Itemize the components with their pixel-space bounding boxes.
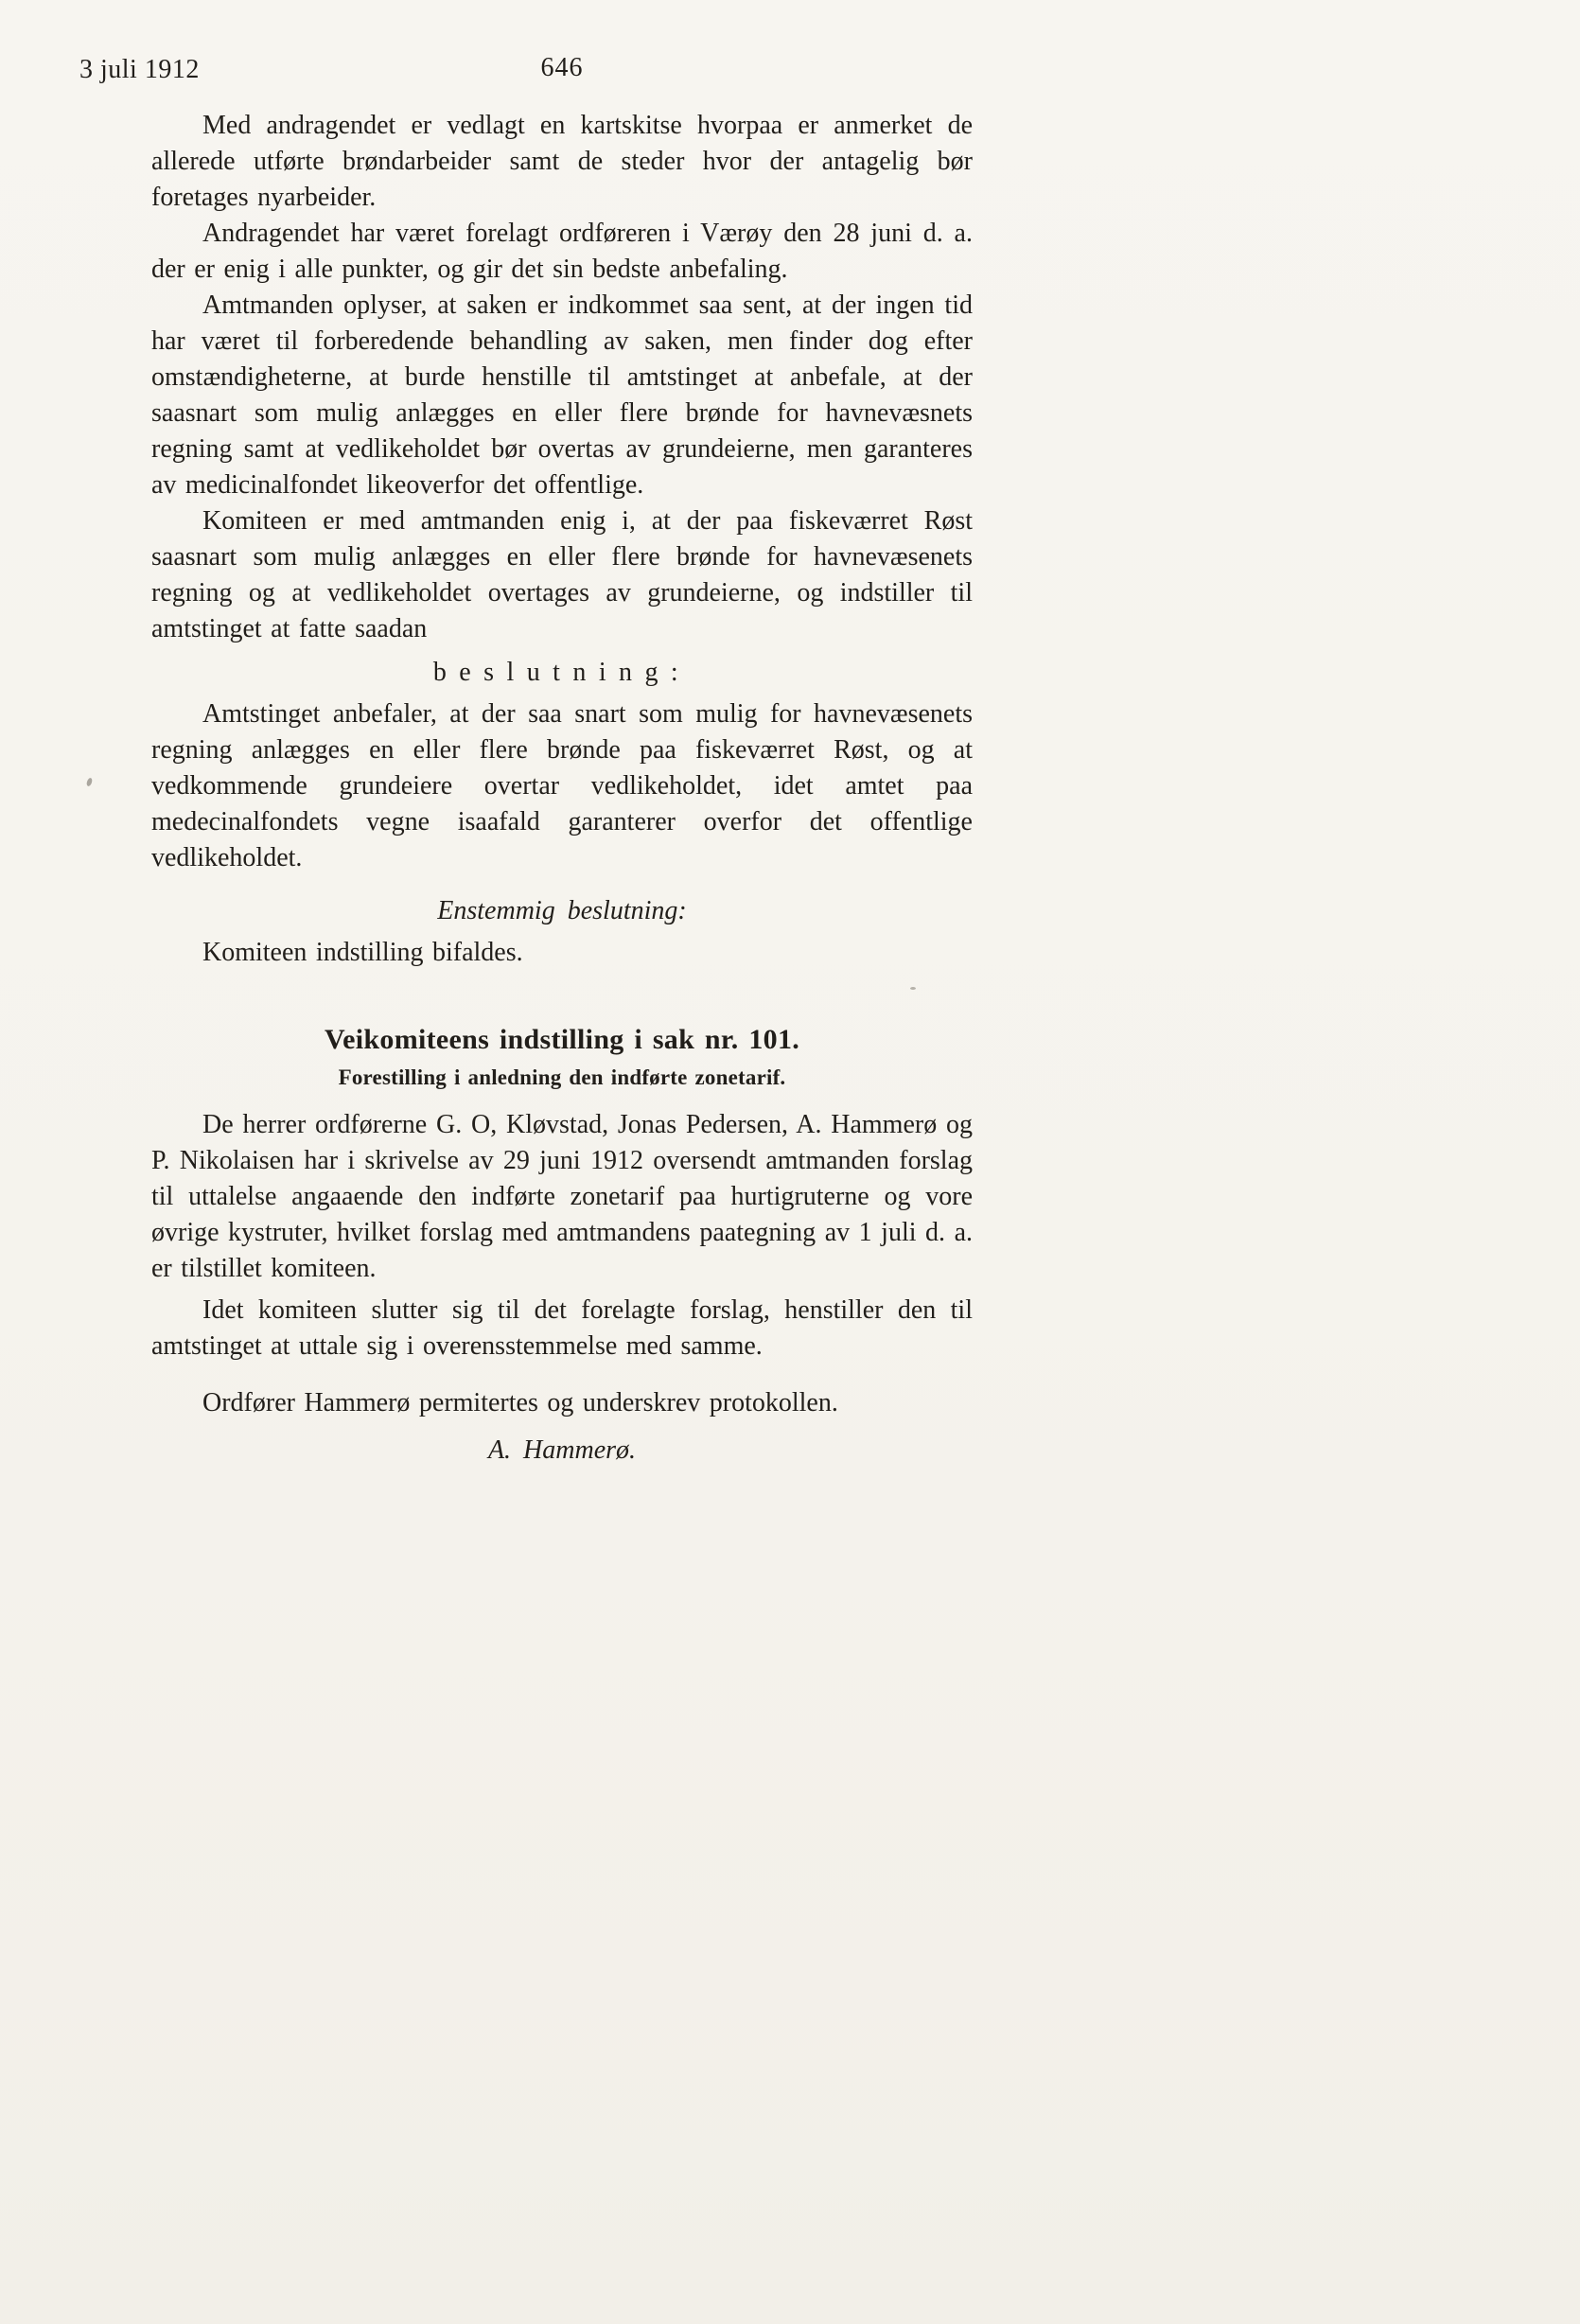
paragraph: Idet komiteen slutter sig til det forelagte forslag, henstiller den til amtstinget at uttale sig i overensstemmelse med samme. bbox=[151, 1295, 973, 1361]
paragraph: Amtmanden oplyser, at saken er indkommet saa sent, at der ingen tid har været til forberedende behandling av saken, men finder dog efter omstændigheterne, at burde henstille til amtstinget at anbefale, at der saasnart som mulig anlægges en eller flere brønde for havnevæsnets regning samt at vedlikeholdet bør overtas av grundeierne, men garanteres av medicinalfondet likeoverfor det offentlige. bbox=[151, 290, 973, 500]
paragraph: Ordfører Hammerø permitertes og underskrev protokollen. bbox=[202, 1388, 838, 1417]
paragraph: Med andragendet er vedlagt en kartskitse hvorpaa er anmerket de allerede utførte brøndarbeider samt de steder hvor der antagelig bør foretages nyarbeider. bbox=[151, 111, 973, 212]
page-content bbox=[79, 53, 973, 1469]
section-case-100 bbox=[151, 108, 973, 971]
decision-heading: beslutning: bbox=[432, 658, 692, 687]
section-subtitle: Forestilling i anledning den indførte zonetarif. bbox=[338, 1065, 786, 1089]
page-header bbox=[79, 53, 973, 95]
page-number: 646 bbox=[540, 53, 584, 82]
header-date: 3 juli 1912 bbox=[79, 55, 200, 84]
scan-speck bbox=[86, 777, 94, 786]
paragraph: Komiteen er med amtmanden enig i, at der paa fiskeværret Røst saasnart som mulig anlægges en eller flere brønde for havnevæsenets regning og at vedlikeholdet overtages av grundeierne, og indstiller til amtstinget at fatte saadan bbox=[151, 506, 973, 643]
unanimous-decision-line: Enstemmig beslutning: bbox=[437, 896, 687, 925]
resolution-paragraph: Komiteen indstilling bifaldes. bbox=[202, 938, 523, 967]
decision-paragraph: Amtstinget anbefaler, at der saa snart som mulig for havnevæsenets regning anlægges en eller flere brønde paa fiskeværret Røst, og at vedkommende grundeiere overtar vedlikeholdet, idet amtet paa medecinalfondets vegne isaafald garanterer overfor det offentlige vedlikeholdet. bbox=[151, 699, 973, 872]
signature-line: A. Hammerø. bbox=[487, 1435, 637, 1465]
section-title: Veikomiteens indstilling i sak nr. 101. bbox=[324, 1024, 800, 1055]
section-case-101 bbox=[151, 1024, 973, 1469]
paragraph: Andragendet har været forelagt ordføreren i Værøy den 28 juni d. a. der er enig i alle punkter, og gir det sin bedste anbefaling. bbox=[151, 219, 973, 284]
paragraph: De herrer ordførerne G. O, Kløvstad, Jonas Pedersen, A. Hammerø og P. Nikolaisen har i skrivelse av 29 juni 1912 oversendt amtmanden forslag til uttalelse angaaende den indførte zonetarif paa hurtigruterne og vore øvrige kystruter, hvilket forslag med amtmandens paategning av 1 juli d. a. er tilstillet komiteen. bbox=[151, 1110, 973, 1283]
